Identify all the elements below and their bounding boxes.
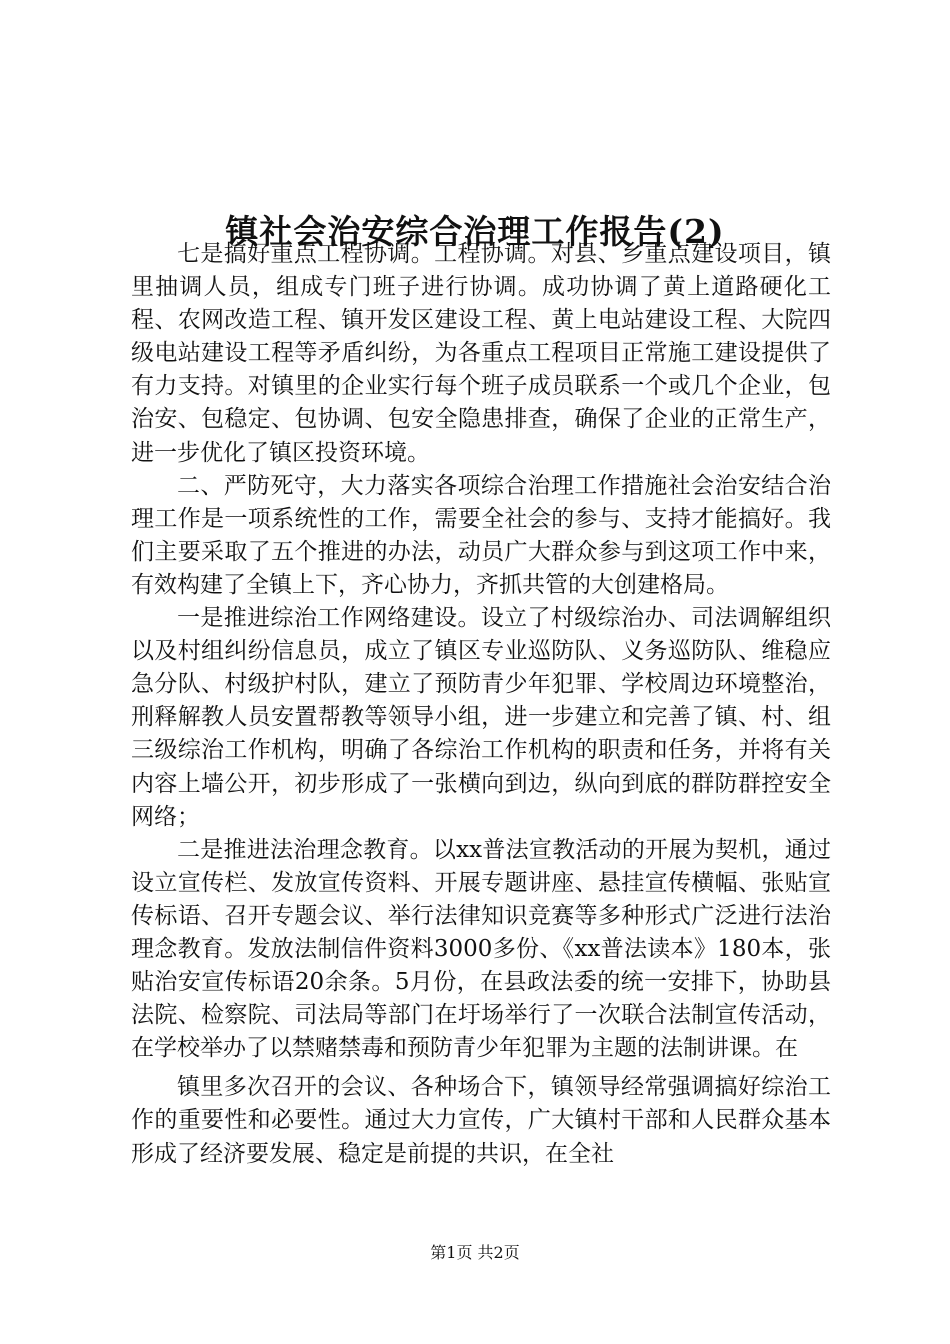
paragraph-2: 二、严防死守，大力落实各项综合治理工作措施社会治安结合治理工作是一项系统性的工作，需要全社会的参与、支持才能搞好。我们主要采取了五个推进的办法，动员广大群众参与到这项工作中来，有效构建了全镇上下，齐心协力，齐抓共管的大创建格局。 — [131, 472, 831, 598]
paragraph-5: 镇里多次召开的会议、各种场合下，镇领导经常强调搞好综治工作的重要性和必要性。通过大力宣传，广大镇村干部和人民群众基本形成了经济要发展、稳定是前提的共识，在全社 — [131, 1074, 831, 1167]
paragraph-4: 二是推进法治理念教育。以xx普法宣教活动的开展为契机，通过设立宣传栏、发放宣传资料、开展专题讲座、悬挂宣传横幅、张贴宣传标语、召开专题会议、举行法律知识竞赛等多种形式广泛进行法治理念教育。发放法制信件资料3000多份、《xx普法读本》180本，张贴治安宣传标语20余条。5月份，在县政法委的统一安排下，协助县法院、检察院、司法局等部门在圩场举行了一次联合法制宣传活动，在学校举办了以禁赌禁毒和预防青少年犯罪为主题的法制讲课。在 — [131, 836, 831, 1062]
paragraph-3: 一是推进综治工作网络建设。设立了村级综治办、司法调解组织以及村组纠纷信息员，成立了镇区专业巡防队、义务巡防队、维稳应急分队、村级护村队，建立了预防青少年犯罪、学校周边环境整治，刑释解教人员安置帮教等领导小组，进一步建立和完善了镇、村、组三级综治工作机构，明确了各综治工作机构的职责和任务，并将有关内容上墙公开，初步形成了一张横向到边，纵向到底的群防群控安全网络； — [131, 605, 831, 830]
document-body — [131, 238, 831, 1171]
page-footer: 第1页 共2页 — [430, 1243, 520, 1262]
document-title: 镇社会治安综合治理工作报告(2) — [225, 212, 725, 252]
paragraph-1: 七是搞好重点工程协调。工程协调。对县、乡重点建设项目，镇里抽调人员，组成专门班子进行协调。成功协调了黄上道路硬化工程、农网改造工程、镇开发区建设工程、黄上电站建设工程、大院四级电站建设工程等矛盾纠纷，为各重点工程项目正常施工建设提供了有力支持。对镇里的企业实行每个班子成员联系一个或几个企业，包治安、包稳定、包协调、包安全隐患排查，确保了企业的正常生产，进一步优化了镇区投资环境。 — [131, 241, 831, 466]
